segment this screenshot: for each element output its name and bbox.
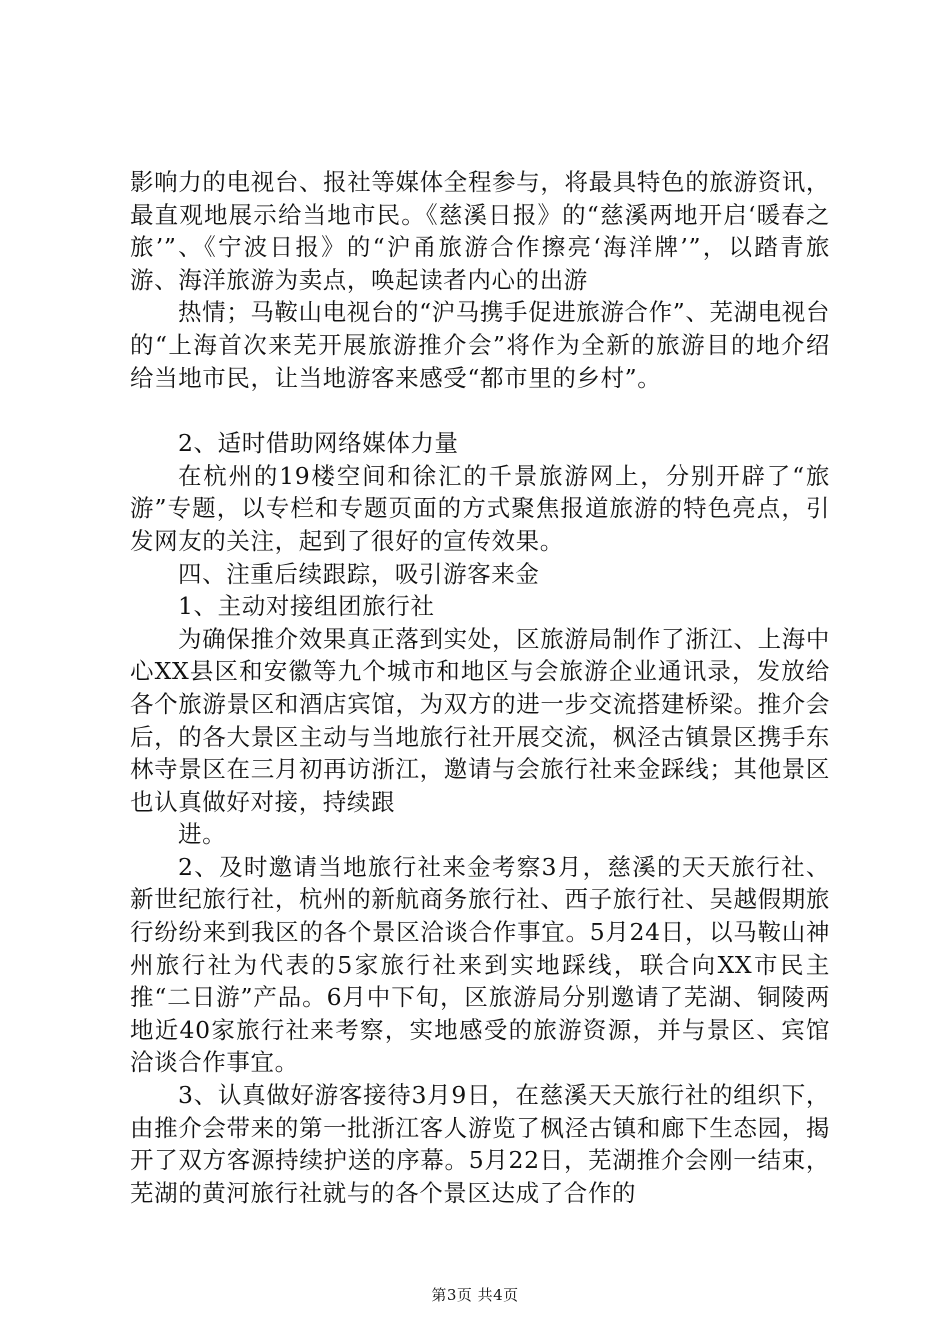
paragraph-invite-agencies: 2、及时邀请当地旅行社来金考察3月，慈溪的天天旅行社、新世纪旅行社，杭州的新航商务旅行社、西子旅行社、吴越假期旅行纷纷来到我区的各个景区洽谈合作事宜。5月24日，以马鞍山神州旅行社为代表的5家旅行社来到实地踩线，联合向XX市民主推“二日游”产品。6月中下旬，区旅游局分别邀请了芜湖、铜陵两地近40家旅行社来考察，实地感受的旅游资源，并与景区、宾馆洽谈合作事宜。 [130, 852, 830, 1077]
paragraph-tv-promotion: 热情；马鞍山电视台的“沪马携手促进旅游合作”、芜湖电视台的“上海首次来芜开展旅游推介会”将作为全新的旅游目的地介绍给当地市民，让当地游客来感受“都市里的乡村”。 [130, 298, 830, 392]
heading-travel-agencies: 1、主动对接组团旅行社 [178, 592, 435, 621]
paragraph-online-media: 在杭州的19楼空间和徐汇的千景旅游网上，分别开辟了“旅游”专题，以专栏和专题页面的方式聚焦报道旅游的特色亮点，引发网友的关注，起到了很好的宣传效果。 [130, 461, 830, 555]
paragraph-visitor-reception: 3、认真做好游客接待3月9日，在慈溪天天旅行社的组织下，由推介会带来的第一批浙江客人游览了枫泾古镇和廊下生态园，揭开了双方客源持续护送的序幕。5月22日，芜湖推介会刚一结束，芜湖的黄河旅行社就与的各个景区达成了合作的 [130, 1081, 830, 1207]
paragraph-travel-agencies: 为确保推介效果真正落到实处，区旅游局制作了浙江、上海中心XX县区和安徽等九个城市和地区与会旅游企业通讯录，发放给各个旅游景区和酒店宾馆，为双方的进一步交流搭建桥梁。推介会后，的各大景区主动与当地旅行社开展交流，枫泾古镇景区携手东林寺景区在三月初再访浙江，邀请与会旅行社来金踩线；其他景区也认真做好对接，持续跟 [130, 624, 830, 816]
page-number-footer: 第3页 共4页 [431, 1286, 519, 1304]
heading-follow-up: 四、注重后续跟踪，吸引游客来金 [178, 559, 540, 588]
heading-online-media: 2、适时借助网络媒体力量 [178, 429, 459, 458]
paragraph-media-participation: 影响力的电视台、报社等媒体全程参与，将最具特色的旅游资讯，最直观地展示给当地市民。《慈溪日报》的“慈溪两地开启‘暖春之旅’”、《宁波日报》的“沪甬旅游合作擦亮‘海洋牌’”，以踏青旅游、海洋旅游为卖点，唤起读者内心的出游 [130, 168, 830, 294]
paragraph-continuation: 进。 [178, 820, 227, 849]
document-body [130, 166, 830, 1209]
